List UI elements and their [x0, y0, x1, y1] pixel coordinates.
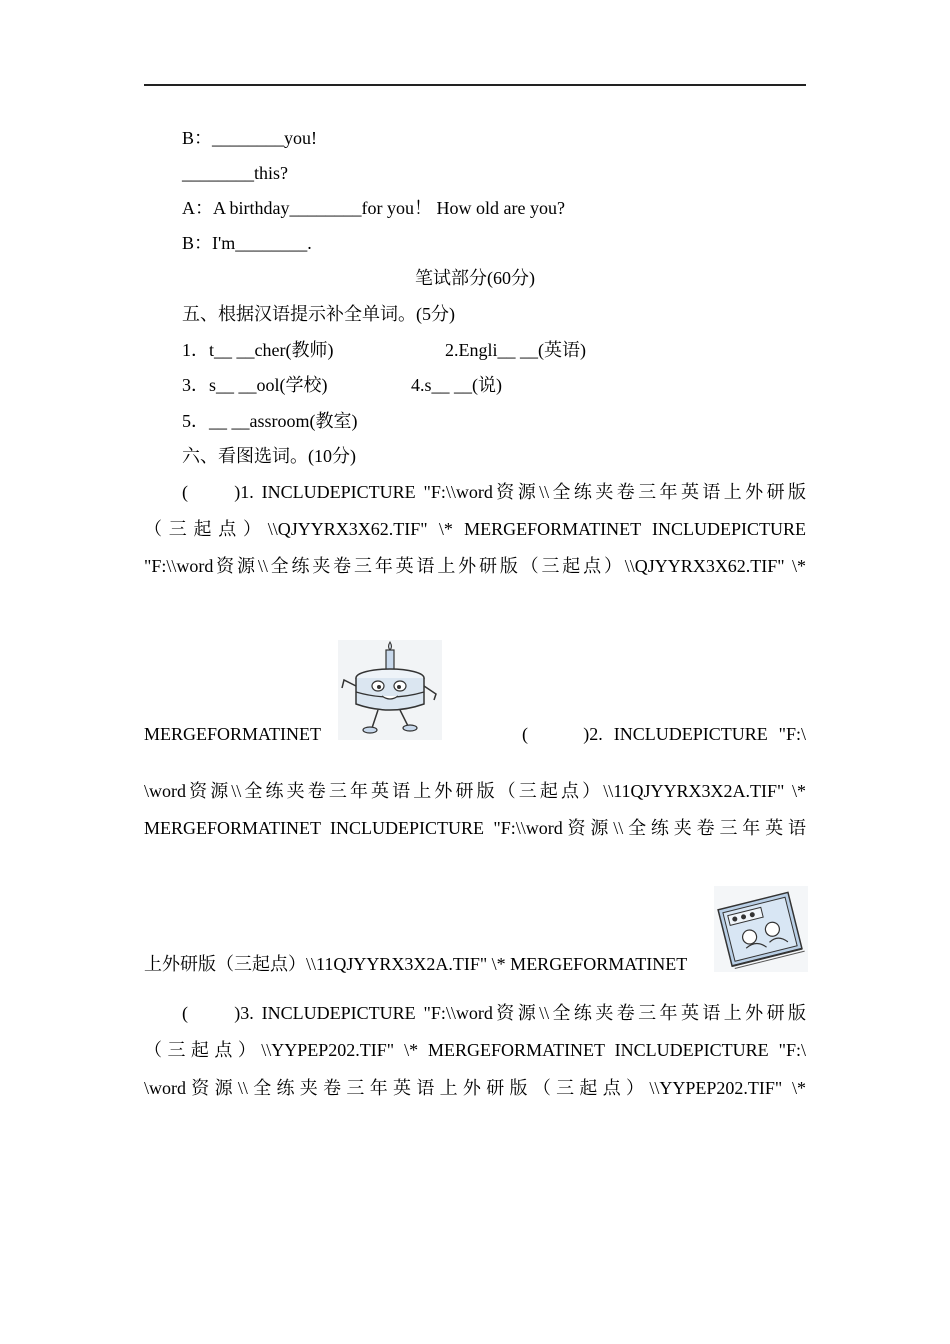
dialogue-line-b-im: B：I'm________. — [182, 233, 312, 253]
q3-line-3: \word资源\\全练夹卷三年英语上外研版（三起点）\\YYPEP202.TIF" \* — [144, 1078, 806, 1098]
section-title: 笔试部分(60分) — [415, 268, 535, 288]
dialogue-line-a-birthday: A：A birthday________for you！ How old are you? — [182, 198, 565, 218]
section5-item-5: 5．__ __assroom(教室) — [182, 411, 358, 431]
q1-tail: MERGEFORMATINET — [144, 724, 322, 744]
section5-heading: 五、根据汉语提示补全单词。(5分) — [182, 304, 455, 324]
section5-item-2: 2.Engli__ __(英语) — [445, 340, 586, 360]
q2-head: ( )2. INCLUDEPICTURE "F:\ — [522, 724, 806, 744]
birthday-cake-picture — [338, 640, 442, 740]
section5-item-1: 1．t__ __cher(教师) — [182, 340, 334, 360]
q3-line-2: （三起点）\\YYPEP202.TIF" \* MERGEFORMATINET INCLUDEPICTURE "F:\ — [144, 1040, 806, 1060]
section6-heading: 六、看图选词。(10分) — [182, 446, 356, 466]
q1-line-3: "F:\\word资源\\全练夹卷三年英语上外研版（三起点）\\QJYYRX3X62.TIF" \* — [144, 556, 806, 576]
dialogue-line-b-you: B：________you! — [182, 128, 317, 148]
dialogue-line-this: ________this? — [182, 163, 288, 183]
section5-item-3: 3．s__ __ool(学校) — [182, 375, 328, 395]
section5-item-4: 4.s__ __(说) — [411, 375, 502, 395]
q2-line-2: MERGEFORMATINET INCLUDEPICTURE "F:\\word资源\\全练夹卷三年英语 — [144, 818, 806, 838]
q2-line-1: \word资源\\全练夹卷三年英语上外研版（三起点）\\11QJYYRX3X2A.TIF" \* — [144, 781, 806, 801]
header-rule — [144, 84, 806, 86]
q1-line-1: ( )1. INCLUDEPICTURE "F:\\word资源\\全练夹卷三年英语上外研版 — [182, 482, 806, 502]
q3-line-1: ( )3. INCLUDEPICTURE "F:\\word资源\\全练夹卷三年英语上外研版 — [182, 1003, 806, 1023]
q2-tail: 上外研版（三起点）\\11QJYYRX3X2A.TIF" \* MERGEFORMATINET — [144, 954, 688, 974]
storybook-picture — [714, 886, 808, 972]
q1-line-2: （三起点）\\QJYYRX3X62.TIF" \* MERGEFORMATINET INCLUDEPICTURE — [144, 519, 806, 539]
